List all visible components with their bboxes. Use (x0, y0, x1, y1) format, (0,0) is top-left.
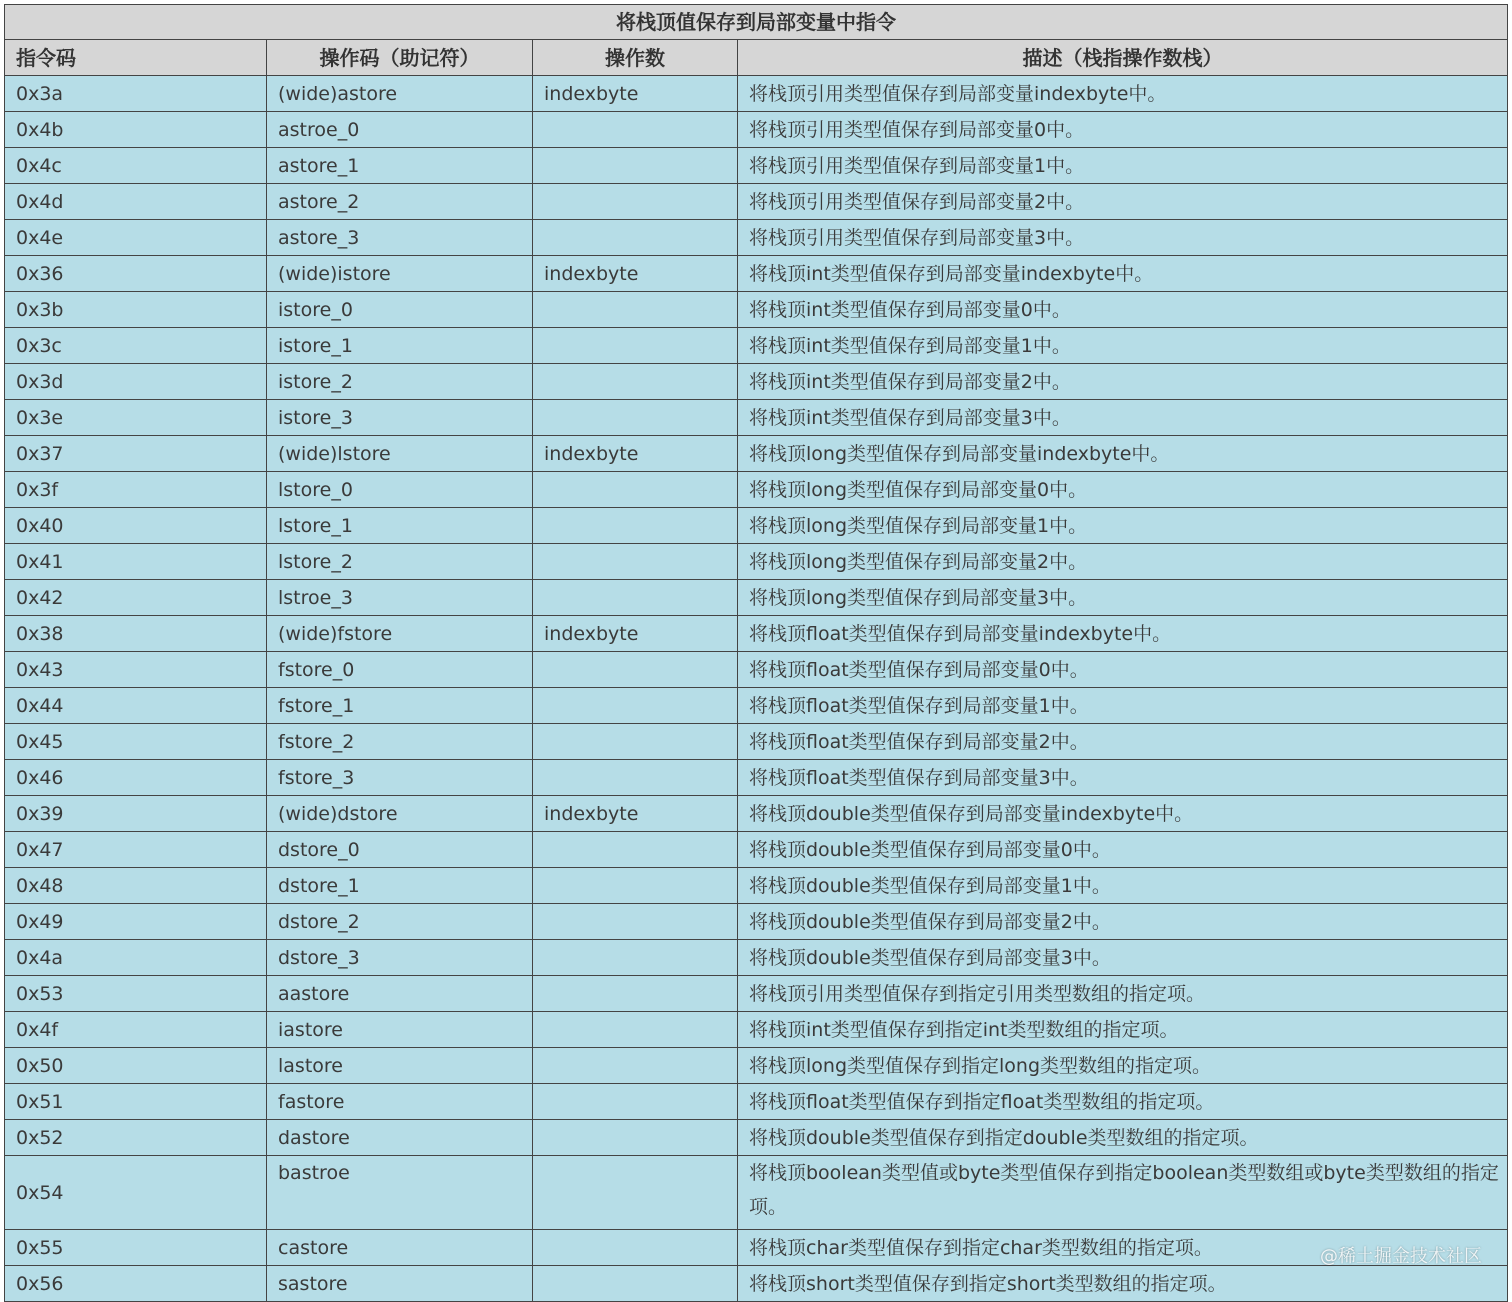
mnemonic-cell: dastore (267, 1120, 533, 1156)
operand-cell: indexbyte (533, 616, 738, 652)
table-row (5, 580, 1508, 616)
table-row (5, 652, 1508, 688)
operand-cell (533, 1048, 738, 1084)
operand-cell: indexbyte (533, 436, 738, 472)
description-cell: 将栈顶long类型值保存到指定long类型数组的指定项。 (738, 1048, 1508, 1084)
header-operand: 操作数 (533, 40, 738, 76)
opcode-cell: 0x47 (5, 832, 267, 868)
table-row (5, 1012, 1508, 1048)
operand-cell (533, 472, 738, 508)
table-row (5, 328, 1508, 364)
description-cell: 将栈顶float类型值保存到局部变量2中。 (738, 724, 1508, 760)
description-cell: 将栈顶long类型值保存到局部变量0中。 (738, 472, 1508, 508)
description-cell: 将栈顶short类型值保存到指定short类型数组的指定项。 (738, 1266, 1508, 1302)
instruction-table-container (4, 4, 1507, 1302)
mnemonic-cell: astroe_0 (267, 112, 533, 148)
opcode-cell: 0x41 (5, 544, 267, 580)
table-row (5, 1120, 1508, 1156)
description-cell: 将栈顶float类型值保存到局部变量1中。 (738, 688, 1508, 724)
opcode-cell: 0x40 (5, 508, 267, 544)
operand-cell (533, 1230, 738, 1266)
opcode-cell: 0x3e (5, 400, 267, 436)
opcode-cell: 0x46 (5, 760, 267, 796)
opcode-cell: 0x4f (5, 1012, 267, 1048)
opcode-cell: 0x53 (5, 976, 267, 1012)
operand-cell (533, 364, 738, 400)
description-cell: 将栈顶long类型值保存到局部变量2中。 (738, 544, 1508, 580)
description-cell: 将栈顶引用类型值保存到局部变量2中。 (738, 184, 1508, 220)
opcode-cell: 0x38 (5, 616, 267, 652)
table-row (5, 364, 1508, 400)
opcode-cell: 0x4e (5, 220, 267, 256)
mnemonic-cell: (wide)istore (267, 256, 533, 292)
operand-cell: indexbyte (533, 256, 738, 292)
table-row (5, 616, 1508, 652)
operand-cell (533, 112, 738, 148)
description-cell: 将栈顶int类型值保存到指定int类型数组的指定项。 (738, 1012, 1508, 1048)
table-body (5, 76, 1508, 1302)
opcode-cell: 0x48 (5, 868, 267, 904)
description-cell: 将栈顶引用类型值保存到局部变量0中。 (738, 112, 1508, 148)
table-row (5, 724, 1508, 760)
operand-cell (533, 580, 738, 616)
mnemonic-cell: istore_3 (267, 400, 533, 436)
operand-cell (533, 976, 738, 1012)
table-row (5, 1230, 1508, 1266)
mnemonic-cell: (wide)fstore (267, 616, 533, 652)
header-description: 描述（栈指操作数栈） (738, 40, 1508, 76)
mnemonic-cell: lstore_1 (267, 508, 533, 544)
header-mnemonic: 操作码（助记符） (267, 40, 533, 76)
operand-cell (533, 904, 738, 940)
opcode-cell: 0x3f (5, 472, 267, 508)
table-row (5, 1156, 1508, 1230)
description-cell: 将栈顶double类型值保存到局部变量indexbyte中。 (738, 796, 1508, 832)
operand-cell (533, 292, 738, 328)
mnemonic-cell: astore_2 (267, 184, 533, 220)
description-cell: 将栈顶引用类型值保存到局部变量1中。 (738, 148, 1508, 184)
opcode-cell: 0x39 (5, 796, 267, 832)
description-cell: 将栈顶int类型值保存到局部变量3中。 (738, 400, 1508, 436)
mnemonic-cell: lstroe_3 (267, 580, 533, 616)
table-row (5, 832, 1508, 868)
mnemonic-cell: (wide)dstore (267, 796, 533, 832)
mnemonic-cell: (wide)lstore (267, 436, 533, 472)
table-row (5, 1084, 1508, 1120)
description-cell: 将栈顶double类型值保存到指定double类型数组的指定项。 (738, 1120, 1508, 1156)
operand-cell (533, 328, 738, 364)
table-row (5, 904, 1508, 940)
table-row (5, 1048, 1508, 1084)
mnemonic-cell: bastroe (267, 1156, 533, 1230)
description-cell: 将栈顶double类型值保存到局部变量1中。 (738, 868, 1508, 904)
description-cell: 将栈顶float类型值保存到局部变量0中。 (738, 652, 1508, 688)
description-cell: 将栈顶long类型值保存到局部变量1中。 (738, 508, 1508, 544)
mnemonic-cell: astore_3 (267, 220, 533, 256)
table-row (5, 976, 1508, 1012)
table-row (5, 292, 1508, 328)
description-cell: 将栈顶char类型值保存到指定char类型数组的指定项。 (738, 1230, 1508, 1266)
description-cell: 将栈顶double类型值保存到局部变量2中。 (738, 904, 1508, 940)
opcode-cell: 0x44 (5, 688, 267, 724)
description-cell: 将栈顶int类型值保存到局部变量indexbyte中。 (738, 256, 1508, 292)
table-row (5, 508, 1508, 544)
table-row (5, 544, 1508, 580)
operand-cell (533, 544, 738, 580)
description-cell: 将栈顶double类型值保存到局部变量3中。 (738, 940, 1508, 976)
operand-cell (533, 868, 738, 904)
description-cell: 将栈顶long类型值保存到局部变量3中。 (738, 580, 1508, 616)
description-cell: 将栈顶引用类型值保存到局部变量3中。 (738, 220, 1508, 256)
operand-cell (533, 1012, 738, 1048)
table-title: 将栈顶值保存到局部变量中指令 (5, 5, 1508, 40)
opcode-cell: 0x52 (5, 1120, 267, 1156)
description-cell: 将栈顶int类型值保存到局部变量0中。 (738, 292, 1508, 328)
description-cell: 将栈顶int类型值保存到局部变量1中。 (738, 328, 1508, 364)
watermark: @稀土掘金技术社区 (1320, 1246, 1482, 1267)
mnemonic-cell: aastore (267, 976, 533, 1012)
table-row (5, 796, 1508, 832)
description-cell: 将栈顶int类型值保存到局部变量2中。 (738, 364, 1508, 400)
mnemonic-cell: dstore_3 (267, 940, 533, 976)
mnemonic-cell: fstore_2 (267, 724, 533, 760)
table-row (5, 148, 1508, 184)
table-row (5, 184, 1508, 220)
opcode-cell: 0x51 (5, 1084, 267, 1120)
operand-cell (533, 1156, 738, 1230)
opcode-cell: 0x37 (5, 436, 267, 472)
table-row (5, 256, 1508, 292)
table-header-row (5, 40, 1508, 76)
mnemonic-cell: (wide)astore (267, 76, 533, 112)
operand-cell (533, 688, 738, 724)
mnemonic-cell: lastore (267, 1048, 533, 1084)
opcode-cell: 0x36 (5, 256, 267, 292)
description-cell: 将栈顶float类型值保存到指定float类型数组的指定项。 (738, 1084, 1508, 1120)
mnemonic-cell: iastore (267, 1012, 533, 1048)
operand-cell (533, 652, 738, 688)
opcode-cell: 0x54 (5, 1156, 267, 1230)
opcode-cell: 0x50 (5, 1048, 267, 1084)
mnemonic-cell: astore_1 (267, 148, 533, 184)
opcode-cell: 0x42 (5, 580, 267, 616)
description-cell: 将栈顶double类型值保存到局部变量0中。 (738, 832, 1508, 868)
opcode-cell: 0x4a (5, 940, 267, 976)
operand-cell: indexbyte (533, 796, 738, 832)
mnemonic-cell: fstore_3 (267, 760, 533, 796)
opcode-cell: 0x4d (5, 184, 267, 220)
table-row (5, 868, 1508, 904)
description-cell: 将栈顶boolean类型值或byte类型值保存到指定boolean类型数组或byte类型数组的指定项。 (738, 1156, 1508, 1230)
mnemonic-cell: istore_1 (267, 328, 533, 364)
operand-cell (533, 760, 738, 796)
mnemonic-cell: castore (267, 1230, 533, 1266)
operand-cell (533, 724, 738, 760)
description-cell: 将栈顶float类型值保存到局部变量3中。 (738, 760, 1508, 796)
table-row (5, 760, 1508, 796)
mnemonic-cell: istore_2 (267, 364, 533, 400)
table-row (5, 220, 1508, 256)
opcode-cell: 0x3a (5, 76, 267, 112)
description-cell: 将栈顶float类型值保存到局部变量indexbyte中。 (738, 616, 1508, 652)
table-row (5, 688, 1508, 724)
mnemonic-cell: lstore_0 (267, 472, 533, 508)
header-opcode: 指令码 (5, 40, 267, 76)
table-row (5, 436, 1508, 472)
table-row (5, 112, 1508, 148)
operand-cell (533, 1120, 738, 1156)
mnemonic-cell: dstore_1 (267, 868, 533, 904)
mnemonic-cell: dstore_0 (267, 832, 533, 868)
opcode-cell: 0x56 (5, 1266, 267, 1302)
opcode-cell: 0x4b (5, 112, 267, 148)
opcode-cell: 0x43 (5, 652, 267, 688)
description-cell: 将栈顶引用类型值保存到局部变量indexbyte中。 (738, 76, 1508, 112)
opcode-cell: 0x49 (5, 904, 267, 940)
opcode-cell: 0x3b (5, 292, 267, 328)
opcode-cell: 0x3c (5, 328, 267, 364)
description-cell: 将栈顶long类型值保存到局部变量indexbyte中。 (738, 436, 1508, 472)
description-cell: 将栈顶引用类型值保存到指定引用类型数组的指定项。 (738, 976, 1508, 1012)
mnemonic-cell: istore_0 (267, 292, 533, 328)
operand-cell (533, 1084, 738, 1120)
mnemonic-cell: fastore (267, 1084, 533, 1120)
table-row (5, 1266, 1508, 1302)
table-title-row (5, 5, 1508, 40)
table-row (5, 472, 1508, 508)
operand-cell (533, 400, 738, 436)
operand-cell (533, 832, 738, 868)
operand-cell (533, 508, 738, 544)
table-row (5, 76, 1508, 112)
mnemonic-cell: fstore_1 (267, 688, 533, 724)
table-row (5, 940, 1508, 976)
instruction-table (4, 4, 1508, 1302)
operand-cell (533, 184, 738, 220)
operand-cell (533, 220, 738, 256)
table-row (5, 400, 1508, 436)
opcode-cell: 0x3d (5, 364, 267, 400)
operand-cell (533, 148, 738, 184)
operand-cell (533, 1266, 738, 1302)
opcode-cell: 0x4c (5, 148, 267, 184)
operand-cell (533, 940, 738, 976)
mnemonic-cell: fstore_0 (267, 652, 533, 688)
mnemonic-cell: lstore_2 (267, 544, 533, 580)
mnemonic-cell: sastore (267, 1266, 533, 1302)
opcode-cell: 0x45 (5, 724, 267, 760)
operand-cell: indexbyte (533, 76, 738, 112)
mnemonic-cell: dstore_2 (267, 904, 533, 940)
opcode-cell: 0x55 (5, 1230, 267, 1266)
